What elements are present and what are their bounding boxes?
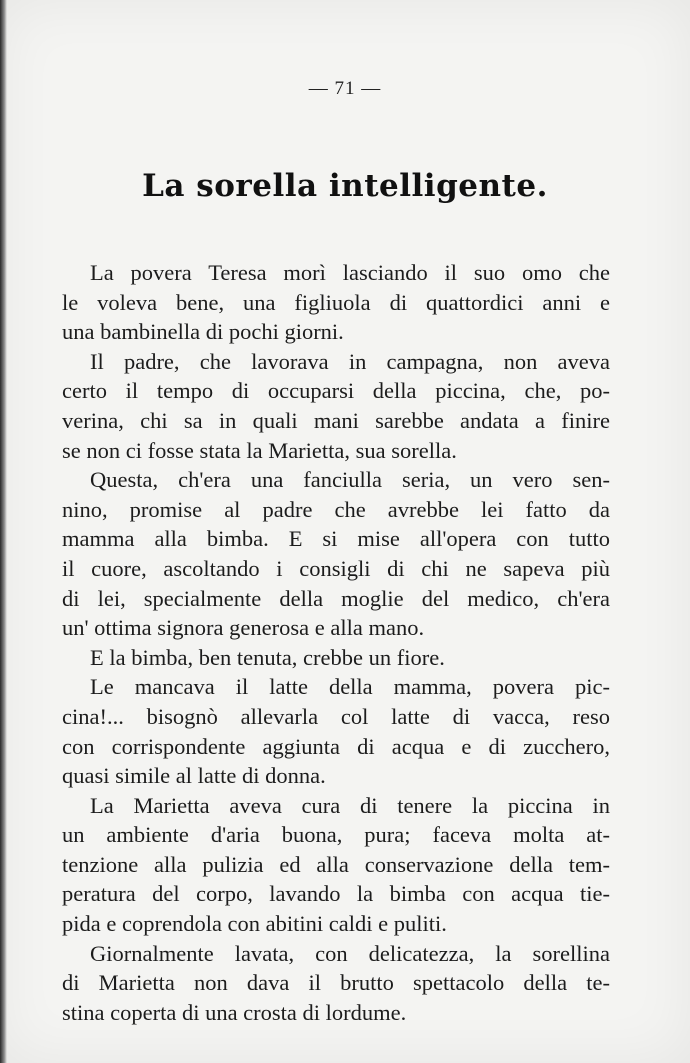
text-line: certo il tempo di occuparsi della piccina, che, po- [62, 378, 610, 404]
text-line: La povera Teresa morì lasciando il suo omo che [90, 260, 610, 285]
text-line: quasi simile al latte di donna. [62, 763, 326, 789]
text-line: Il padre, che lavorava in campagna, non aveva [90, 348, 610, 374]
text-line: il cuore, ascoltando i consigli di chi ne sapeva più [62, 555, 610, 581]
text-line: cina!... bisognò allevarla col latte di vacca, reso [62, 703, 610, 729]
text-line: con corrispondente aggiunta di acqua e di zucchero, [62, 733, 610, 759]
text-line: le voleva bene, una figliuola di quattordici anni e [62, 289, 610, 315]
page-number: — 71 — [308, 78, 382, 99]
text-line: verina, chi sa in quali mani sarebbe andata a finire [62, 407, 610, 433]
text-line: mamma alla bimba. E si mise all'opera con tutto [62, 526, 610, 552]
text-line: pida e coprendola con abitini caldi e puliti. [62, 911, 447, 937]
text-line: tenzione alla pulizia ed alla conservazione della tem- [62, 851, 610, 877]
body-text [62, 258, 610, 1027]
text-line: un ambiente d'aria buona, pura; faceva molta at- [62, 822, 610, 848]
text-line: se non ci fosse stata la Marietta, sua sorella. [62, 437, 457, 463]
text-line: peratura del corpo, lavando la bimba con acqua tie- [62, 881, 610, 907]
text-line: Giornalmente lavata, con delicatezza, la sorellina [90, 940, 610, 966]
text-line: nino, promise al padre che avrebbe lei fatto da [62, 496, 610, 522]
text-line: E la bimba, ben tenuta, crebbe un fiore. [90, 644, 445, 670]
chapter-title: La sorella intelligente. [142, 168, 548, 204]
text-line: di Marietta non dava il brutto spettacolo della te- [62, 970, 610, 996]
text-line: La Marietta aveva cura di tenere la piccina in [90, 792, 610, 818]
text-line: Questa, ch'era una fanciulla seria, un vero sen- [90, 467, 610, 493]
text-line: stina coperta di una crosta di lordume. [62, 999, 407, 1025]
text-line: un' ottima signora generosa e alla mano. [62, 615, 425, 641]
text-line: di lei, specialmente della moglie del medico, ch'era [62, 585, 610, 611]
text-line: Le mancava il latte della mamma, povera pic- [90, 674, 610, 700]
text-line: una bambinella di pochi giorni. [62, 319, 344, 345]
page-binding-edge [0, 0, 7, 1063]
